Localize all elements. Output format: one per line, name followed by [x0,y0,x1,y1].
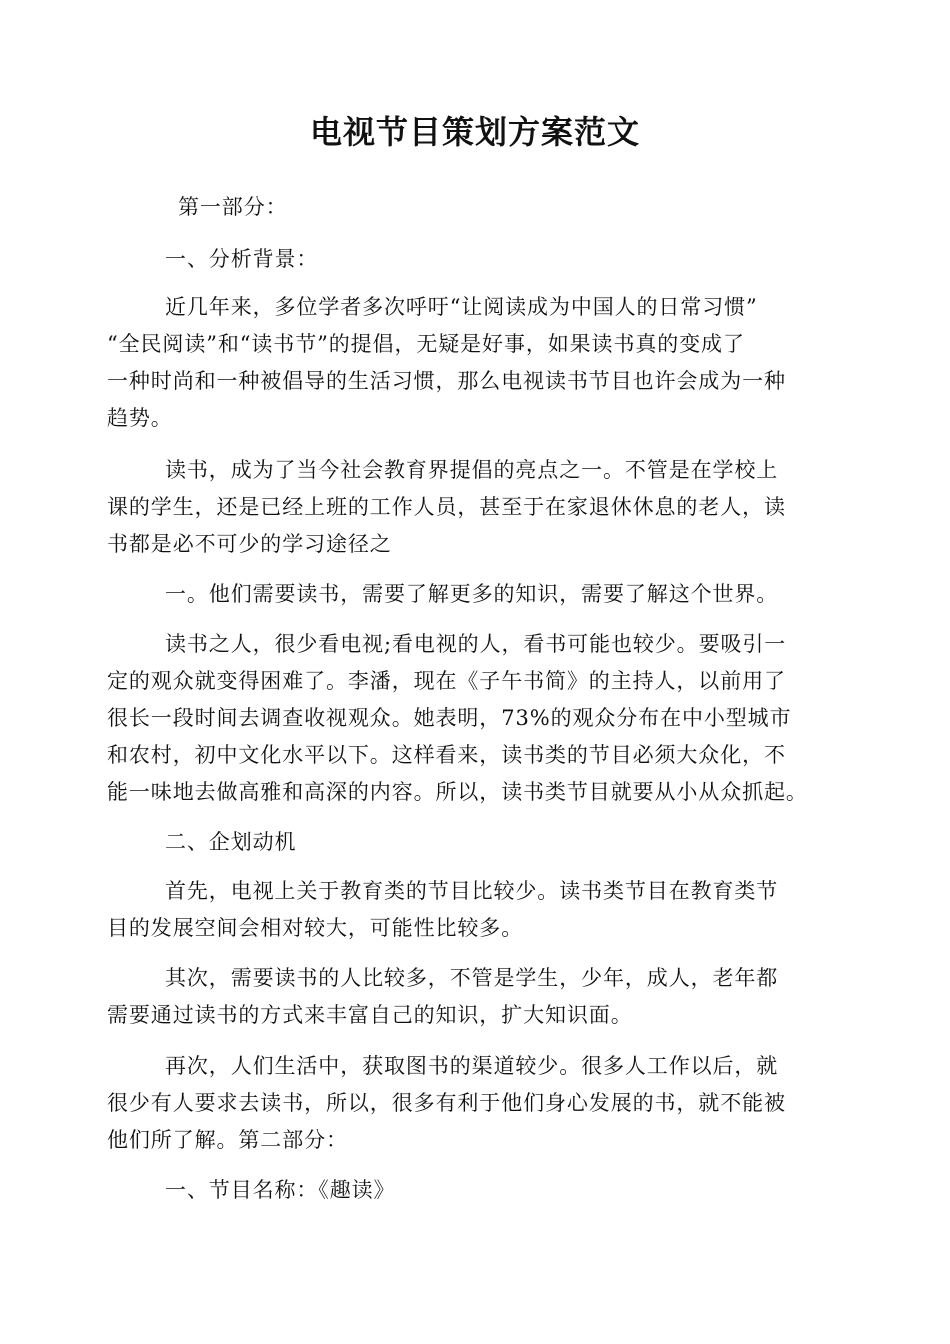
paragraph-line: 一种时尚和一种被倡导的生活习惯，那么电视读书节目也许会成为一种 [107,369,786,393]
paragraph-line: 读书之人，很少看电视;看电视的人，看书可能也较少。要吸引一 [165,632,787,656]
paragraph-line: 一。他们需要读书，需要了解更多的知识，需要了解这个世界。 [165,582,779,606]
paragraph-line: 目的发展空间会相对较大，可能性比较多。 [107,916,524,940]
paragraph-line: 能一味地去做高雅和高深的内容。所以，读书类节目就要从小从众抓起。 [107,780,808,804]
paragraph-line: 首先，电视上关于教育类的节目比较少。读书类节目在教育类节 [165,879,779,903]
heading-planning-motive: 二、企划动机 [165,830,297,854]
paragraph-line: 课的学生，还是已经上班的工作人员，甚至于在家退休休息的老人，读 [107,495,786,519]
paragraph-line: 他们所了解。第二部分： [107,1128,348,1152]
paragraph-line: 再次，人们生活中，获取图书的渠道较少。很多人工作以后，就 [165,1054,779,1078]
document-title: 电视节目策划方案范文 [309,113,640,151]
paragraph-line: 定的观众就变得困难了。李潘，现在《子午书简》的主持人，以前用了 [107,669,786,693]
paragraph-line: 很长一段时间去调查收视观众。她表明，73%的观众分布在中小型城市 [107,706,792,730]
paragraph-line: 读书，成为了当今社会教育界提倡的亮点之一。不管是在学校上 [165,458,779,482]
paragraph-line: 趋势。 [107,406,173,430]
paragraph-line: 其次，需要读书的人比较多，不管是学生，少年，成人，老年都 [165,966,779,990]
heading-program-name: 一、节目名称：《趣读》 [165,1178,396,1202]
paragraph-line: 书都是必不可少的学习途径之 [107,532,392,556]
paragraph-line: 需要通过读书的方式来丰富自己的知识，扩大知识面。 [107,1003,633,1027]
paragraph-line: “全民阅读”和“读书节”的提倡，无疑是好事，如果读书真的变成了 [107,332,745,356]
paragraph-line: 和农村，初中文化水平以下。这样看来，读书类的节目必须大众化，不 [107,743,786,767]
heading-background: 一、分析背景： [165,247,319,271]
paragraph-line: 近几年来，多位学者多次呼吁“让阅读成为中国人的日常习惯” [165,295,758,319]
section-heading-part-one: 第一部分： [178,195,288,219]
paragraph-line: 很少有人要求去读书，所以，很多有利于他们身心发展的书，就不能被 [107,1091,786,1115]
